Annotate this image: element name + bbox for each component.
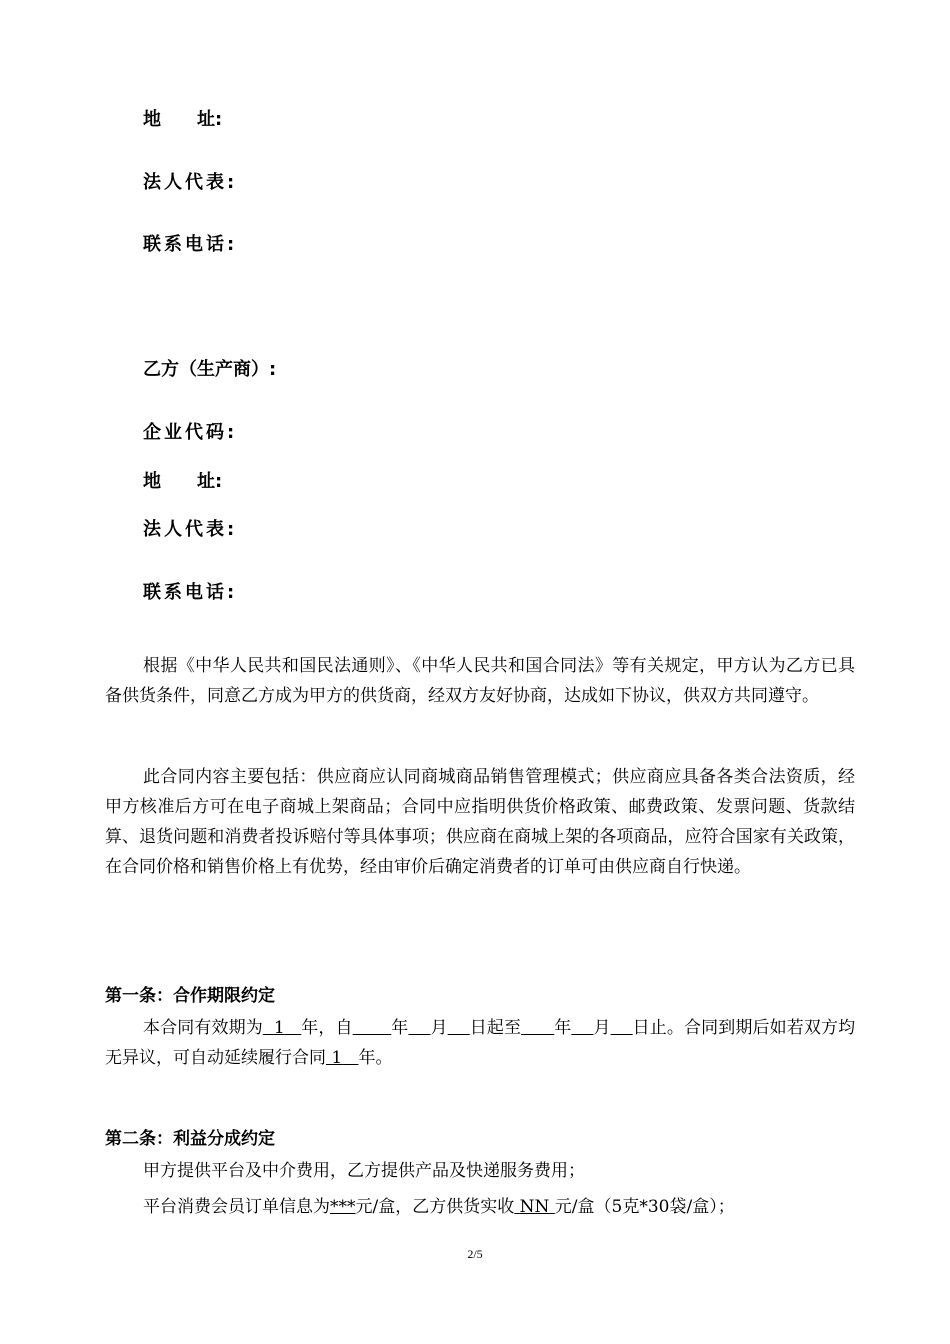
page-number: 2/5 [467, 1247, 483, 1261]
article-1-body: 本合同有效期为 1 年，自 年 月 日起至 年 月 日止。合同到期后如若双方均无异议，可自动延续履行合同 1 年。 [105, 1018, 856, 1068]
party-b-title: 乙方（生产商）: [143, 359, 277, 380]
renew-years-value: 1 [331, 1048, 343, 1068]
party-b-code-label: 企业代码: [143, 422, 238, 443]
party-a-phone-label: 联系电话: [143, 234, 238, 255]
address-label-part2: 址: [197, 471, 223, 492]
intro-paragraph-2: 此合同内容主要包括：供应商应认同商城商品销售管理模式；供应商应具备各类合法资质，经甲方核准后方可在电子商城上架商品；合同中应指明供货价格政策、邮费政策、发票问题、货款结算、退货问题和消费者投诉赔付等具体事项；供应商在商城上架的各项商品，应符合国家有关政策，在合同价格和销售价格上有优势，经由审价后确定消费者的订单可由供应商自行快递。 [105, 767, 855, 877]
term-years-value: 1 [273, 1018, 285, 1038]
address-label-part1: 地 [143, 471, 161, 492]
party-a-legal-rep-label: 法人代表: [143, 172, 238, 193]
party-a-address-label [143, 108, 222, 132]
article-2-line-2: 平台消费会员订单信息为***元/盒，乙方供货实收 NN 元/盒（5克*30袋/盒）； [143, 1197, 735, 1217]
party-b-legal-rep-label: 法人代表: [143, 519, 238, 540]
article-2-line-1: 甲方提供平台及中介费用，乙方提供产品及快递服务费用； [143, 1161, 585, 1181]
party-b-phone-label: 联系电话: [143, 582, 238, 603]
article-1-heading: 第一条：合作期限约定 [105, 986, 275, 1006]
supply-price-value: NN [519, 1197, 550, 1217]
intro-paragraph-1: 根据《中华人民共和国民法通则》、《中华人民共和国合同法》等有关规定，甲方认为乙方已具备供货条件，同意乙方成为甲方的供货商，经双方友好协商，达成如下协议，供双方共同遵守。 [105, 656, 855, 706]
address-label-part1: 地 [143, 109, 161, 130]
article-2-heading: 第二条：利益分成约定 [105, 1129, 275, 1149]
address-label-part2: 址: [197, 109, 223, 130]
party-b-address-label [143, 470, 222, 494]
member-price-value: *** [330, 1197, 356, 1217]
